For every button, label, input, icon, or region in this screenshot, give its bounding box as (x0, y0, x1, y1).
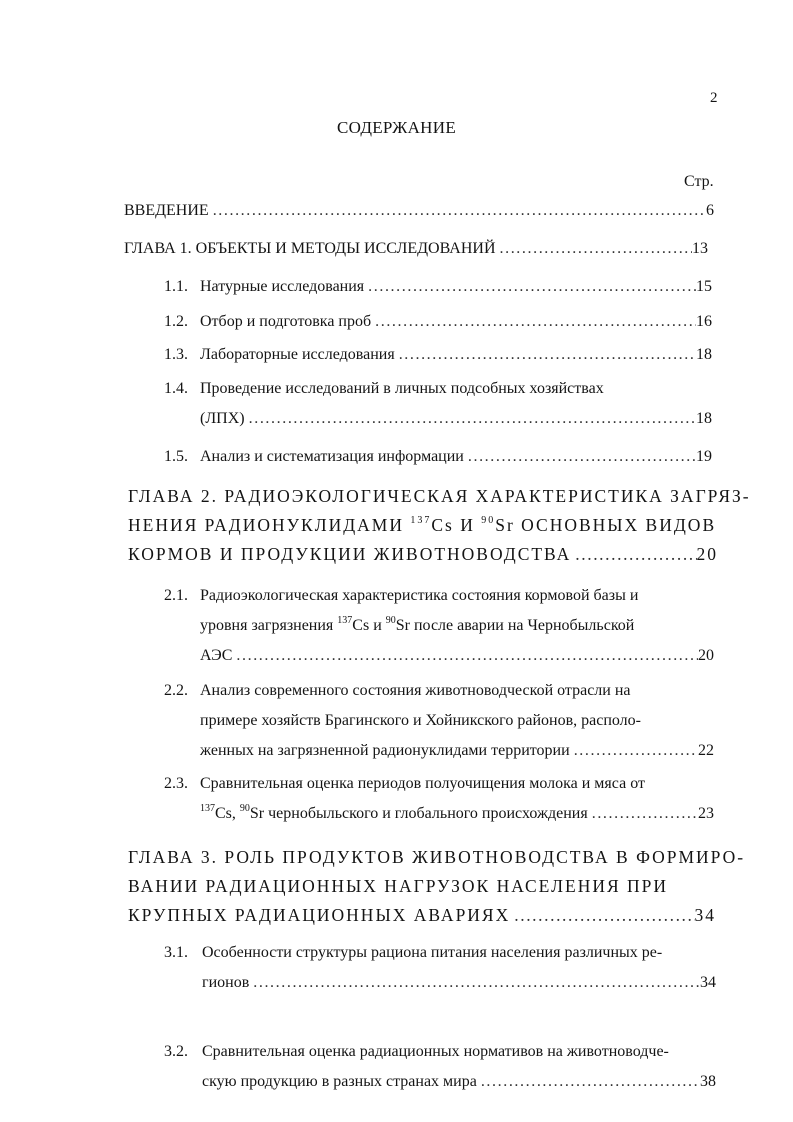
isotope-mass: 137 (200, 802, 215, 814)
section-text: (ЛПХ) (200, 410, 245, 427)
page-column-label: Стр. (684, 173, 714, 190)
toc-entry-page: 20 (698, 647, 714, 664)
leader-dots (510, 901, 694, 930)
section-number: 1.5. (164, 448, 188, 465)
section-text: Отбор и подготовка проб (200, 313, 372, 330)
leader-dots (364, 272, 696, 302)
section-number: 2.3. (164, 775, 188, 792)
toc-entry-intro[interactable] (124, 196, 714, 226)
leader-dots (571, 540, 696, 569)
toc-chapter-title: ГЛАВА 1. ОБЪЕКТЫ И МЕТОДЫ ИССЛЕДОВАНИЙ (124, 240, 496, 257)
isotope-mass: 90 (385, 614, 396, 626)
toc-entry-page: 34 (700, 974, 716, 991)
text-part: НЕНИЯ РАДИОНУКЛИДАМИ (128, 515, 411, 535)
leader-dots (570, 736, 698, 766)
section-text (200, 799, 588, 829)
section-text: Натурные исследования (200, 278, 365, 295)
section-number: 1.4. (164, 380, 188, 397)
section-text: Проведение исследований в личных подсобных хозяйствах (200, 380, 604, 397)
section-text (200, 611, 634, 641)
toc-entry-page: 38 (700, 1073, 716, 1090)
section-text: Сравнительная оценка периодов полуочищения молока и мяса от (200, 775, 645, 792)
toc-chapter-1[interactable] (124, 234, 708, 264)
toc-entry-page: 18 (696, 410, 712, 427)
section-text: АЭС (200, 647, 233, 664)
toc-entry-page: 34 (694, 905, 716, 925)
toc-chapter-title: ГЛАВА 2. РАДИОЭКОЛОГИЧЕСКАЯ ХАРАКТЕРИСТИКА ЗАГРЯЗ- (128, 486, 751, 506)
leader-dots (464, 442, 696, 472)
toc-entry-text: ВВЕДЕНИЕ (124, 202, 209, 219)
toc-chapter-2[interactable] (128, 482, 751, 569)
toc-entry-page: 19 (696, 448, 712, 465)
section-text: Сравнительная оценка радиационных нормативов на животноводче- (202, 1043, 669, 1060)
leader-dots (477, 1067, 700, 1097)
text-part: Cs и (352, 617, 386, 634)
toc-entry-page: 23 (698, 805, 714, 822)
leader-dots (209, 196, 706, 226)
leader-dots (232, 641, 698, 671)
section-text: женных на загрязненной радионуклидами территории (200, 742, 570, 759)
text-part: Sr ОСНОВНЫХ ВИДОВ (495, 515, 717, 535)
leader-dots (588, 799, 698, 829)
section-number: 2.2. (164, 682, 188, 699)
section-text: Радиоэкологическая характеристика состояния кормовой базы и (200, 587, 639, 604)
section-text: гионов (202, 974, 250, 991)
section-number: 3.2. (164, 1043, 188, 1060)
toc-chapter-title: ГЛАВА 3. РОЛЬ ПРОДУКТОВ ЖИВОТНОВОДСТВА В ФОРМИРО- (128, 847, 746, 867)
section-number: 1.2. (164, 313, 188, 330)
toc-entry-page: 15 (696, 278, 712, 295)
leader-dots (395, 340, 696, 370)
toc-entry-page: 6 (706, 202, 714, 219)
section-text: примере хозяйств Брагинского и Хойникского районов, располо- (200, 712, 641, 729)
toc-entry-page: 20 (696, 544, 718, 564)
leader-dots (496, 234, 693, 264)
toc-entry-page: 13 (692, 240, 708, 257)
page-title: СОДЕРЖАНИЕ (336, 118, 457, 137)
section-text: скую продукцию в разных странах мира (202, 1073, 477, 1090)
isotope-mass: 137 (410, 515, 432, 527)
toc-entry-page: 22 (698, 742, 714, 759)
toc-chapter-title: ВАНИИ РАДИАЦИОННЫХ НАГРУЗОК НАСЕЛЕНИЯ ПРИ (128, 876, 669, 896)
section-text: Лабораторные исследования (200, 346, 395, 363)
section-number: 3.1. (164, 944, 188, 961)
text-part: Cs, (215, 805, 240, 822)
text-part: Sr после аварии на Чернобыльской (395, 617, 635, 634)
leader-dots (371, 307, 696, 337)
section-text: Особенности структуры рациона питания населения различных ре- (202, 944, 663, 961)
toc-entry-page: 16 (696, 313, 712, 330)
toc-chapter-title: КОРМОВ И ПРОДУКЦИИ ЖИВОТНОВОДСТВА (128, 544, 572, 564)
leader-dots (245, 404, 696, 434)
isotope-mass: 90 (481, 515, 496, 527)
leader-dots (249, 968, 700, 998)
section-number: 2.1. (164, 587, 188, 604)
toc-chapter-title (128, 511, 716, 540)
toc-chapter-title: КРУПНЫХ РАДИАЦИОННЫХ АВАРИЯХ (128, 905, 511, 925)
toc-entry-page: 18 (696, 346, 712, 363)
section-number: 1.3. (164, 346, 188, 363)
text-part: уровня загрязнения (200, 617, 338, 634)
toc-chapter-3[interactable] (128, 843, 746, 930)
page-number: 2 (710, 90, 718, 106)
section-text: Анализ и систематизация информации (200, 448, 464, 465)
isotope-mass: 90 (239, 802, 250, 814)
text-part: Cs И (431, 515, 482, 535)
section-number: 1.1. (164, 278, 188, 295)
isotope-mass: 137 (337, 614, 353, 626)
section-text: Анализ современного состояния животноводческой отрасли на (200, 682, 631, 699)
text-part: Sr чернобыльского и глобального происхождения (249, 805, 588, 822)
